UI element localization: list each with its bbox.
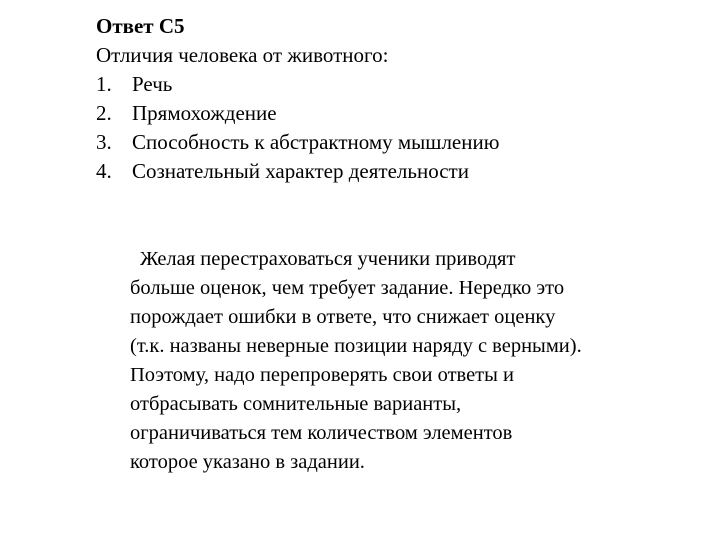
list-item-text: Способность к абстрактному мышлению	[132, 130, 500, 154]
paragraph-line: которое указано в задании.	[130, 451, 365, 473]
paragraph-line: Поэтому, надо перепроверять свои ответы и	[130, 364, 515, 386]
list-item-number: 1.	[96, 72, 112, 96]
list-item	[96, 99, 656, 128]
list-item	[96, 128, 656, 157]
list-item	[96, 157, 656, 186]
paragraph-line: отбрасывать сомнительные варианты,	[130, 393, 462, 415]
list-item-text: Речь	[132, 72, 173, 96]
list-item-text: Сознательный характер деятельности	[132, 159, 469, 183]
paragraph-line: ограничиваться тем количеством элементов	[130, 422, 513, 444]
differences-list	[96, 70, 656, 186]
paragraph-line: порождает ошибки в ответе, что снижает оценку	[130, 306, 556, 328]
paragraph-line: больше оценок, чем требует задание. Нередко это	[130, 277, 565, 299]
list-item-text: Прямохождение	[132, 101, 277, 125]
list-item-number: 4.	[96, 159, 112, 183]
list-item	[96, 70, 656, 99]
answer-title: Ответ С5	[96, 14, 185, 38]
advice-paragraph	[130, 245, 690, 477]
list-item-number: 3.	[96, 130, 112, 154]
answer-intro: Отличия человека от животного:	[96, 43, 389, 67]
paragraph-line: Желая перестраховаться ученики приводят	[140, 248, 516, 270]
answer-block	[96, 12, 656, 186]
paragraph-line: (т.к. названы неверные позиции наряду с верными).	[130, 335, 582, 357]
list-item-number: 2.	[96, 101, 112, 125]
